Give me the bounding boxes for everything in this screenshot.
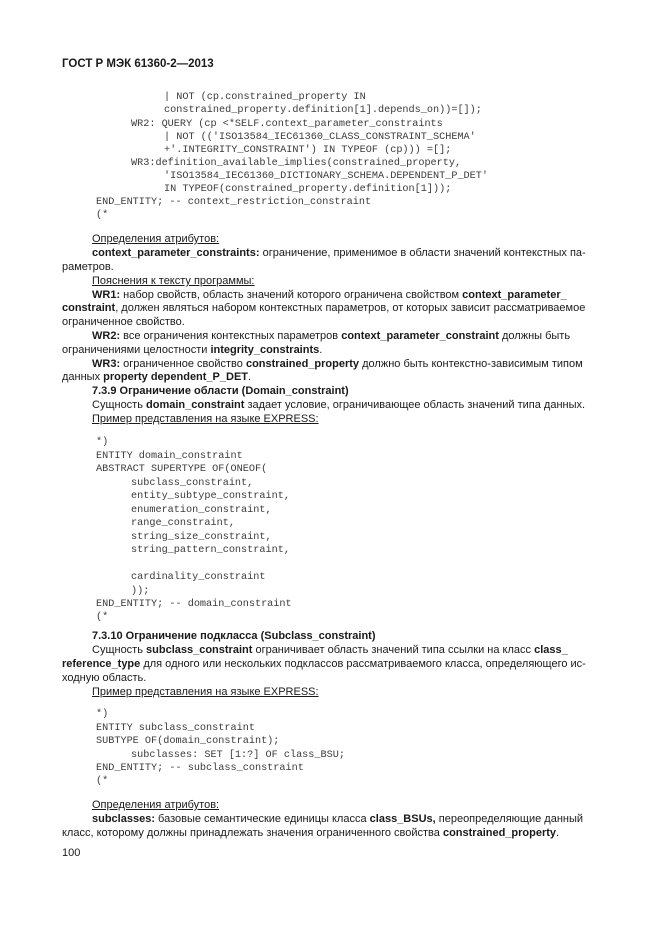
- code-line: IN TYPEOF(constrained_property.definition[1]));: [164, 184, 452, 195]
- code-line: *): [96, 709, 109, 720]
- cpc-definition-cont: раметров.: [62, 261, 114, 273]
- code-line: ABSTRACT SUPERTYPE OF(ONEOF(: [96, 464, 268, 475]
- wr2-line-2: ограничениями целостности integrity_constraints.: [62, 344, 323, 356]
- code-line: *): [96, 437, 109, 448]
- code-line: subclass_constraint,: [131, 478, 254, 489]
- attr-heading-2: Определения атрибутов:: [92, 799, 220, 811]
- explain-heading: Пояснения к тексту программы:: [92, 275, 255, 287]
- code-line: cardinality_constraint: [131, 572, 266, 583]
- code-line: (*: [96, 210, 109, 221]
- code-line: | NOT (('ISO13584_IEC61360_CLASS_CONSTRAINT_SCHEMA': [164, 132, 476, 143]
- code-line: END_ENTITY; -- context_restriction_constraint: [96, 197, 372, 208]
- section-7-3-10-line-3: ходную область.: [62, 672, 147, 684]
- section-7-3-9-title: 7.3.9 Ограничение области (Domain_constraint): [92, 385, 349, 397]
- code-line: WR2: QUERY (cp <*SELF.context_parameter_constraints: [131, 119, 443, 130]
- code-line: WR3:definition_available_implies(constrained_property,: [131, 158, 462, 169]
- code-line: range_constraint,: [131, 518, 235, 529]
- code-line: (*: [96, 612, 109, 623]
- page-number: 100: [62, 847, 81, 859]
- document-header: ГОСТ Р МЭК 61360-2—2013: [62, 58, 214, 70]
- code-line: subclasses: SET [1:?] OF class_BSU;: [131, 750, 345, 761]
- wr3-line-2: данных property dependent_P_DET.: [62, 371, 252, 383]
- code-line: string_pattern_constraint,: [131, 545, 290, 556]
- subclasses-line-2: класс, которому должны принадлежать значения ограниченного свойства constrained_property.: [62, 827, 560, 839]
- code-line: SUBTYPE OF(domain_constraint);: [96, 736, 280, 747]
- example-label: Пример представления на языке EXPRESS:: [92, 413, 319, 425]
- code-line: END_ENTITY; -- subclass_constraint: [96, 763, 304, 774]
- code-line: constrained_property.definition[1].depends_on))=[]);: [164, 105, 482, 116]
- code-line: END_ENTITY; -- domain_constraint: [96, 599, 292, 610]
- wr1-line-1: WR1: набор свойств, область значений которого ограничена свойством context_parameter_: [92, 289, 567, 301]
- attr-heading: Определения атрибутов:: [92, 233, 220, 245]
- subclasses-line-1: subclasses: базовые семантические единицы класса class_BSUs, переопределяющие данный: [92, 813, 584, 825]
- cpc-definition: context_parameter_constraints: ограничение, применимое в области значений контекстных па-: [92, 247, 586, 259]
- wr1-line-2: constraint, должен являться набором контекстных параметров, от которых зависит рассматриваемое: [62, 302, 586, 314]
- code-line: +'.INTEGRITY_CONSTRAINT') IN TYPEOF (cp))) =[];: [164, 145, 452, 156]
- wr1-line-3: ограниченное свойство.: [62, 316, 185, 328]
- code-line: (*: [96, 776, 109, 787]
- section-7-3-10-line-2: reference_type для одного или нескольких подклассов рассматриваемого класса, определяющего ис-: [62, 658, 586, 670]
- code-line: string_size_constraint,: [131, 532, 272, 543]
- code-line: ENTITY domain_constraint: [96, 451, 243, 462]
- wr3-line-1: WR3: ограниченное свойство constrained_property должно быть контекстно-зависимым типом: [92, 358, 583, 370]
- section-7-3-10-title: 7.3.10 Ограничение подкласса (Subclass_constraint): [92, 630, 376, 642]
- code-line: | NOT (cp.constrained_property IN: [164, 92, 366, 103]
- code-line: ));: [131, 586, 150, 597]
- code-line: ENTITY subclass_constraint: [96, 723, 255, 734]
- code-line: entity_subtype_constraint,: [131, 491, 290, 502]
- section-7-3-10-line-1: Сущность subclass_constraint ограничивает область значений типа ссылки на класс class_: [92, 644, 568, 656]
- wr2-line-1: WR2: все ограничения контекстных параметров context_parameter_constraint должны быть: [92, 330, 571, 342]
- code-line: 'ISO13584_IEC61360_DICTIONARY_SCHEMA.DEPENDENT_P_DET': [164, 171, 489, 182]
- code-line: enumeration_constraint,: [131, 505, 272, 516]
- example-label-2: Пример представления на языке EXPRESS:: [92, 686, 319, 698]
- section-7-3-9-text: Сущность domain_constraint задает условие, ограничивающее область значений типа данных.: [92, 399, 586, 411]
